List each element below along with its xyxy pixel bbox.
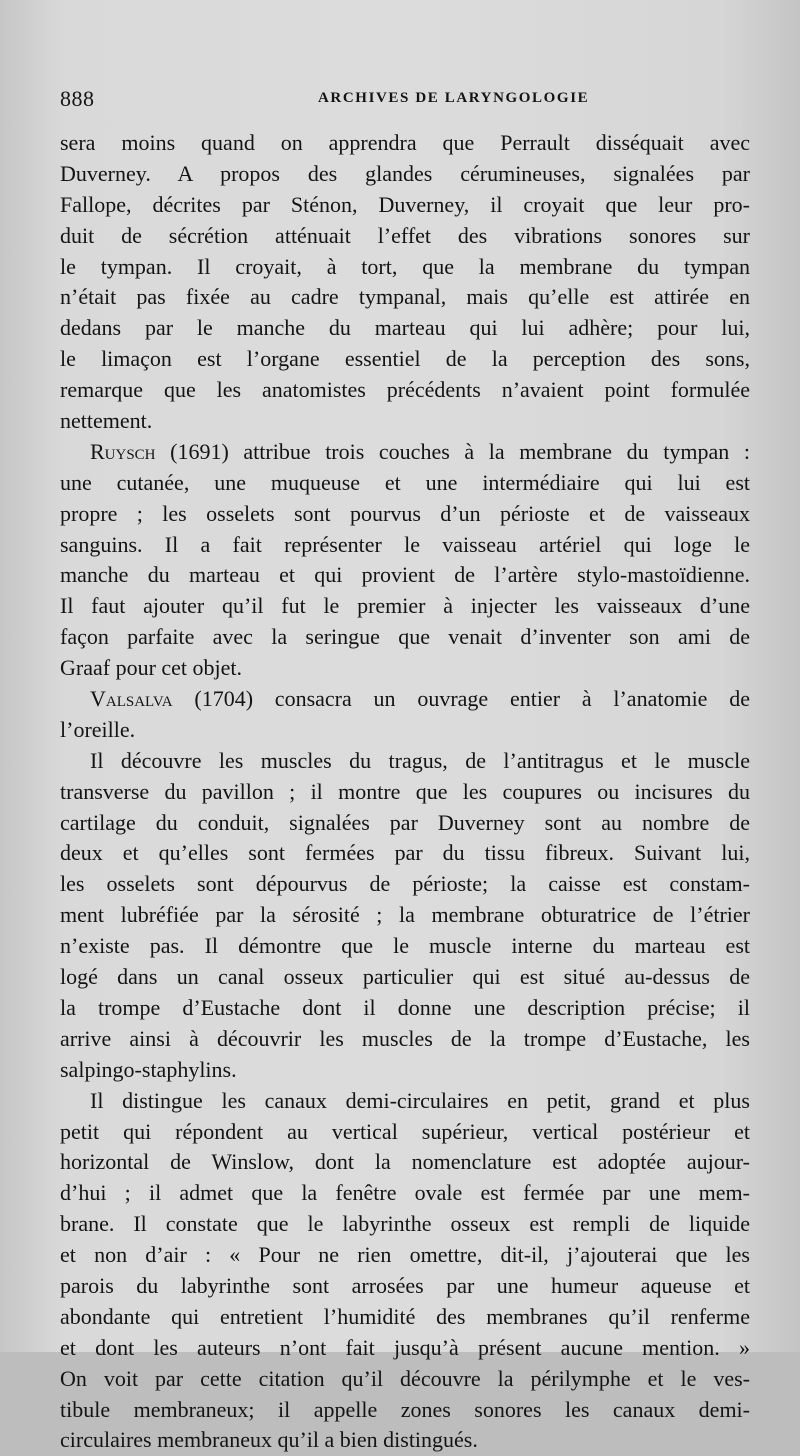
text-line: tibule membraneux; il appelle zones sonores les canaux demi- [60, 1396, 750, 1422]
text-line: l’oreille. [60, 716, 136, 742]
text-line: les osselets sont dépourvus de périoste; la caisse est constam- [60, 871, 750, 897]
text-line: et non d’air : « Pour ne rien omettre, dit-il, j’ajouterai que les [60, 1242, 750, 1268]
text-line: salpingo-staphylins. [60, 1056, 237, 1082]
page-number: 888 [60, 86, 95, 111]
text-line: transverse du pavillon ; il montre que les coupures ou incisures du [60, 778, 750, 804]
text-line: Il distingue les canaux demi-circulaires en petit, grand et plus [90, 1087, 750, 1113]
text-line [60, 437, 750, 468]
text-line: petit qui répondent au vertical supérieur, vertical postérieur et [60, 1118, 750, 1144]
text-line: remarque que les anatomistes précédents n’avaient point formulée [60, 377, 750, 403]
text-line: façon parfaite avec la seringue que venait d’inventer son ami de [60, 624, 750, 650]
text-line: arrive ainsi à découvrir les muscles de la trompe d’Eustache, les [60, 1025, 750, 1051]
text-line [60, 684, 750, 715]
author-name-valsalva: Valsalva [90, 686, 173, 712]
text-line: le tympan. Il croyait, à tort, que la membrane du tympan [60, 253, 750, 279]
text-line: ment lubréfiée par la sérosité ; la membrane obturatrice de l’étrier [60, 902, 750, 928]
text-line: nettement. [60, 408, 153, 434]
text-line: et dont les auteurs n’ont fait jusqu’à présent aucune mention. » [60, 1334, 750, 1360]
text-line: circulaires membraneux qu’il a bien distingués. [60, 1427, 478, 1453]
text-line: On voit par cette citation qu’il découvre la périlymphe et le ves- [60, 1365, 750, 1391]
text-line-rest: (1704) consacra un ouvrage entier à l’anatomie de [172, 686, 750, 712]
author-name-ruysch: Ruysch [90, 438, 156, 464]
page-header [60, 86, 750, 114]
body-text [60, 128, 750, 1456]
text-line: Il découvre les muscles du tragus, de l’antitragus et le muscle [90, 747, 750, 773]
text-line: brane. Il constate que le labyrinthe osseux est rempli de liquide [60, 1211, 750, 1237]
text-line: Il faut ajouter qu’il fut le premier à injecter les vaisseaux d’une [60, 593, 750, 619]
text-line: horizontal de Winslow, dont la nomenclature est adoptée aujour- [60, 1149, 750, 1175]
running-title: ARCHIVES DE LARYNGOLOGIE [318, 90, 590, 106]
text-line: duit de sécrétion atténuait l’effet des vibrations sonores sur [60, 222, 750, 248]
text-line: abondante qui entretient l’humidité des membranes qu’il renferme [60, 1303, 750, 1329]
text-line: Graaf pour cet objet. [60, 655, 243, 681]
text-line: n’existe pas. Il démontre que le muscle interne du marteau est [60, 933, 750, 959]
text-line: sera moins quand on apprendra que Perrault disséquait avec [60, 130, 750, 155]
text-line: Duverney. A propos des glandes cérumineuses, signalées par [60, 160, 750, 186]
text-line: logé dans un canal osseux particulier qui est situé au-dessus de [60, 964, 750, 990]
text-line: sanguins. Il a fait représenter le vaisseau artériel qui loge le [60, 531, 750, 557]
text-line: parois du labyrinthe sont arrosées par une humeur aqueuse et [60, 1272, 750, 1298]
text-line: n’était pas fixée au cadre tympanal, mais qu’elle est attirée en [60, 284, 750, 310]
text-line: une cutanée, une muqueuse et une intermédiaire qui lui est [60, 469, 750, 495]
text-line: manche du marteau et qui provient de l’artère stylo-mastoïdienne. [60, 562, 750, 588]
text-line: propre ; les osselets sont pourvus d’un périoste et de vaisseaux [60, 500, 750, 526]
text-line-rest: (1691) attribue trois couches à la membrane du tympan : [155, 438, 750, 464]
text-line: Fallope, décrites par Sténon, Duverney, il croyait que leur pro- [60, 191, 750, 217]
text-line: deux et qu’elles sont fermées par du tissu fibreux. Suivant lui, [60, 840, 750, 866]
text-line: dedans par le manche du marteau qui lui adhère; pour lui, [60, 315, 750, 341]
text-line: d’hui ; il admet que la fenêtre ovale est fermée par une mem- [60, 1180, 750, 1206]
text-line: cartilage du conduit, signalées par Duverney sont au nombre de [60, 809, 750, 835]
text-line: la trompe d’Eustache dont il donne une description précise; il [60, 994, 750, 1020]
text-line: le limaçon est l’organe essentiel de la perception des sons, [60, 346, 750, 372]
